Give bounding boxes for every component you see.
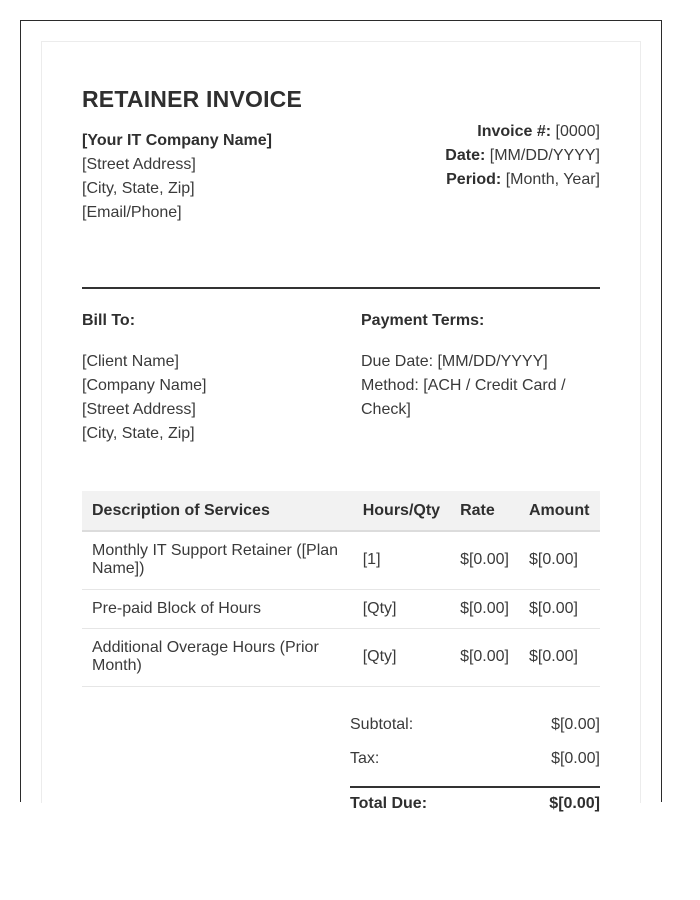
invoice-number-label: Invoice #: bbox=[477, 123, 552, 140]
invoice-content bbox=[82, 86, 600, 812]
invoice-period-label: Period: bbox=[446, 171, 502, 188]
total-due-label: Total Due: bbox=[350, 795, 428, 812]
bill-to-heading: Bill To: bbox=[82, 312, 136, 329]
client-street: [Street Address] bbox=[82, 401, 196, 418]
header-rate: Rate bbox=[450, 491, 519, 531]
subtotal-row bbox=[350, 708, 600, 742]
totals-block bbox=[350, 708, 600, 820]
row-amount: $[0.00] bbox=[519, 589, 600, 628]
client-name: [Client Name] bbox=[82, 353, 179, 370]
invoice-title: RETAINER INVOICE bbox=[82, 86, 303, 112]
invoice-date-label: Date: bbox=[445, 147, 486, 164]
subtotal-value: $[0.00] bbox=[551, 716, 600, 733]
sender-contact: [Email/Phone] bbox=[82, 204, 182, 221]
tax-row bbox=[350, 742, 600, 776]
header-divider bbox=[82, 287, 600, 289]
payment-terms-heading: Payment Terms: bbox=[361, 312, 485, 329]
row-rate: $[0.00] bbox=[450, 531, 519, 589]
row-amount: $[0.00] bbox=[519, 531, 600, 589]
invoice-page bbox=[41, 41, 641, 812]
table-row bbox=[82, 589, 600, 628]
row-qty: [1] bbox=[353, 531, 450, 589]
due-date: Due Date: [MM/DD/YYYY] bbox=[361, 353, 548, 370]
total-due-row bbox=[350, 788, 600, 820]
invoice-date-line bbox=[445, 144, 600, 168]
payment-method: Method: [ACH / Credit Card / Check] bbox=[361, 377, 566, 418]
total-due-value: $[0.00] bbox=[549, 795, 600, 812]
invoice-period-line bbox=[445, 168, 600, 192]
row-description: Pre-paid Block of Hours bbox=[82, 589, 353, 628]
tax-value: $[0.00] bbox=[551, 750, 600, 767]
table-header-row bbox=[82, 491, 600, 531]
header-hours: Hours/Qty bbox=[353, 491, 450, 531]
services-table bbox=[82, 491, 600, 687]
sender-company: [Your IT Company Name] bbox=[82, 132, 272, 149]
row-rate: $[0.00] bbox=[450, 589, 519, 628]
row-rate: $[0.00] bbox=[450, 628, 519, 686]
client-city: [City, State, Zip] bbox=[82, 425, 195, 442]
tax-label: Tax: bbox=[350, 750, 380, 767]
row-qty: [Qty] bbox=[353, 628, 450, 686]
row-qty: [Qty] bbox=[353, 589, 450, 628]
table-row bbox=[82, 628, 600, 686]
bill-to-section bbox=[82, 310, 342, 446]
table-row bbox=[82, 531, 600, 589]
row-description: Monthly IT Support Retainer ([Plan Name]) bbox=[82, 531, 353, 589]
row-amount: $[0.00] bbox=[519, 628, 600, 686]
header-amount: Amount bbox=[519, 491, 600, 531]
document-frame bbox=[20, 20, 662, 812]
invoice-number-line bbox=[445, 120, 600, 144]
client-company: [Company Name] bbox=[82, 377, 207, 394]
subtotal-label: Subtotal: bbox=[350, 716, 414, 733]
payment-terms-section bbox=[361, 310, 600, 422]
invoice-period-value: [Month, Year] bbox=[505, 171, 600, 188]
invoice-date-value: [MM/DD/YYYY] bbox=[489, 147, 600, 164]
invoice-number-value: [0000] bbox=[555, 123, 600, 140]
header-description: Description of Services bbox=[82, 491, 353, 531]
sender-city: [City, State, Zip] bbox=[82, 180, 195, 197]
row-description: Additional Overage Hours (Prior Month) bbox=[82, 628, 353, 686]
sender-street: [Street Address] bbox=[82, 156, 196, 173]
invoice-meta bbox=[445, 120, 600, 192]
